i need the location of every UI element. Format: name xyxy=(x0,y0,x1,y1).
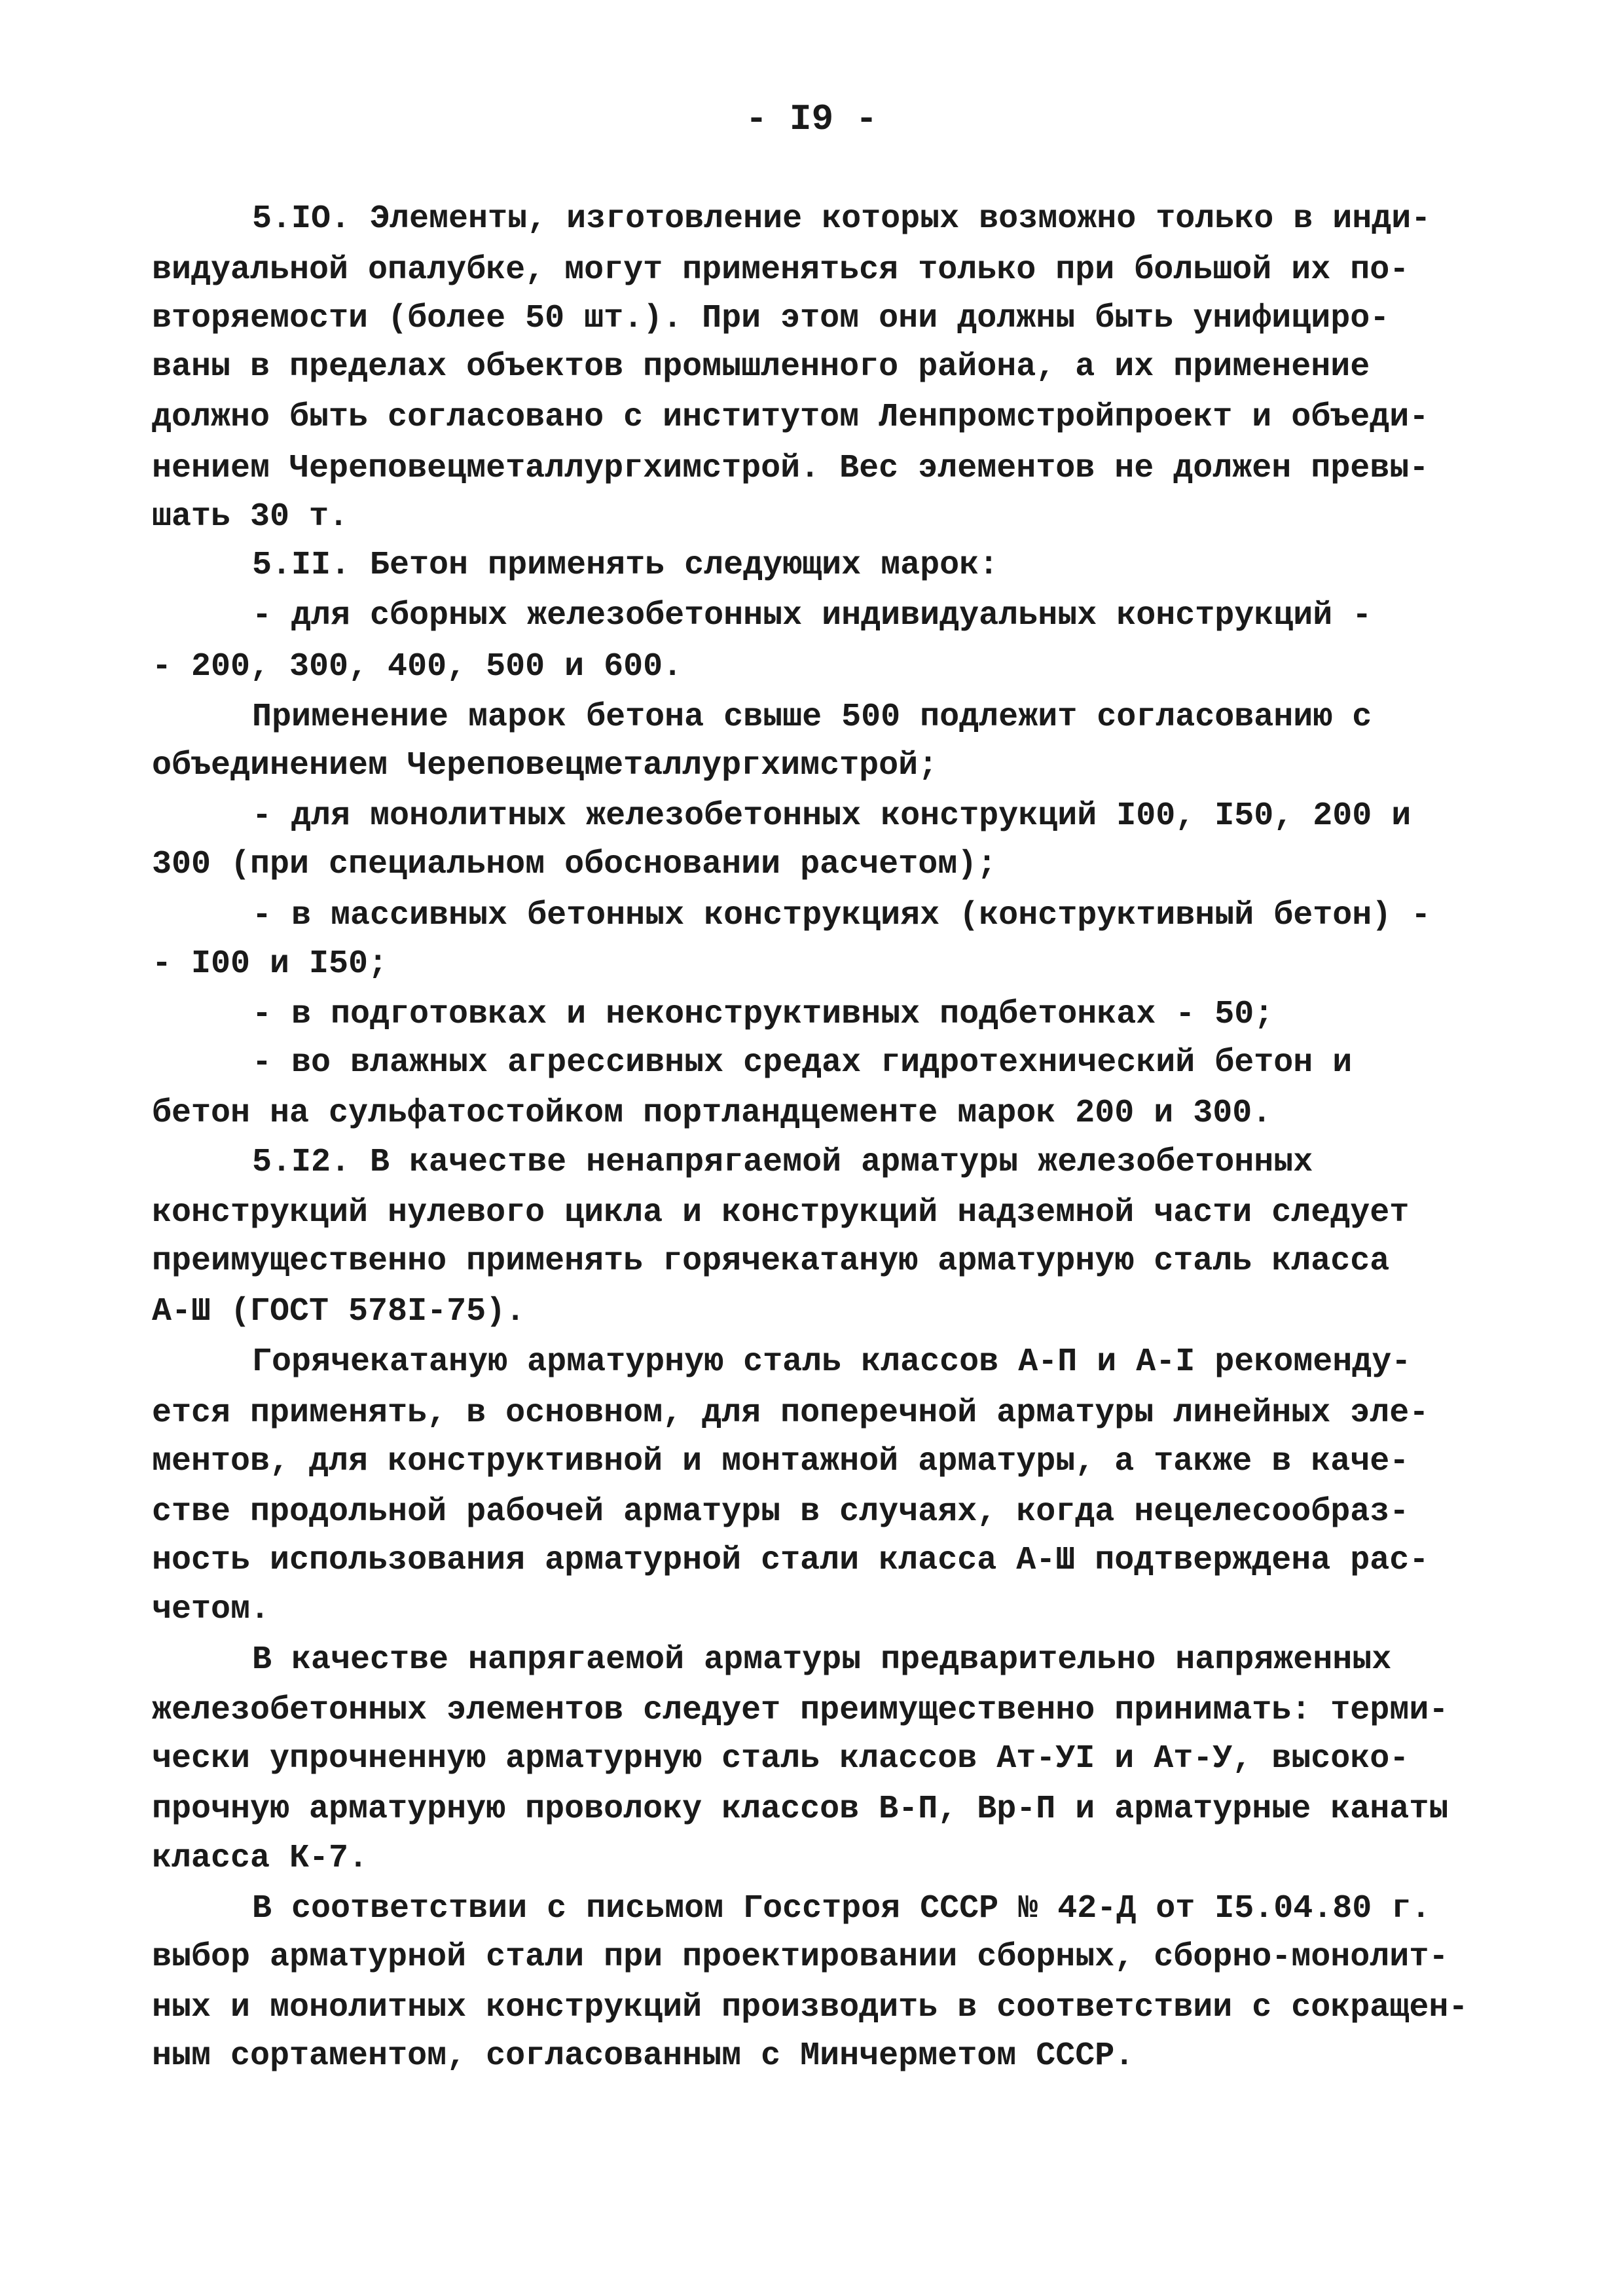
text-line: Горячекатаную арматурную сталь классов А-П и А-I рекоменду- xyxy=(252,1343,1412,1381)
text-line: - в подготовках и неконструктивных подбетонках - 50; xyxy=(252,996,1274,1033)
text-line: конструкций нулевого цикла и конструкций надземной части следует xyxy=(152,1194,1410,1231)
text-line: - 200, 300, 400, 500 и 600. xyxy=(152,648,683,685)
text-line: Применение марок бетона свыше 500 подлежит согласованию с xyxy=(252,699,1372,736)
text-line: объединением Череповецметаллургхимстрой; xyxy=(152,747,938,784)
text-line: - во влажных агрессивных средах гидротехнический бетон и xyxy=(252,1044,1353,1082)
text-line: прочную арматурную проволоку классов В-П, Вр-П и арматурные канаты xyxy=(152,1791,1449,1828)
text-line: 300 (при специальном обосновании расчетом); xyxy=(152,846,997,883)
text-line: нением Череповецметаллургхимстрой. Вес элементов не должен превы- xyxy=(152,450,1429,487)
text-line: преимущественно применять горячекатаную арматурную сталь класса xyxy=(152,1243,1390,1280)
text-line: ных и монолитных конструкций производить в соответствии с сокращен- xyxy=(152,1989,1468,2026)
text-line: чески упрочненную арматурную сталь классов Ат-УI и Ат-У, высоко- xyxy=(152,1740,1410,1777)
text-line: выбор арматурной стали при проектировании сборных, сборно-монолит- xyxy=(152,1939,1449,1976)
text-line: четом. xyxy=(152,1591,270,1628)
text-line: ваны в пределах объектов промышленного района, а их применение xyxy=(152,348,1370,386)
text-line: видуальной опалубке, могут применяться только при большой их по- xyxy=(152,251,1410,289)
text-line: железобетонных элементов следует преимущественно принимать: терми- xyxy=(152,1692,1449,1729)
text-line: В соответствии с письмом Госстроя СССР № 42-Д от I5.04.80 г. xyxy=(252,1890,1431,1927)
text-line: 5.IO. Элементы, изготовление которых возможно только в инди- xyxy=(252,200,1431,238)
text-line: - в массивных бетонных конструкциях (конструктивный бетон) - xyxy=(252,897,1431,934)
text-line: ментов, для конструктивной и монтажной арматуры, а также в каче- xyxy=(152,1443,1410,1480)
text-line: бетон на сульфатостойком портландцементе марок 200 и 300. xyxy=(152,1095,1272,1132)
text-line: А-Ш (ГОСТ 578I-75). xyxy=(152,1293,526,1330)
text-line: класса К-7. xyxy=(152,1840,369,1877)
text-line: 5.II. Бетон применять следующих марок: xyxy=(252,547,999,584)
text-line: В качестве напрягаемой арматуры предварительно напряженных xyxy=(252,1641,1392,1679)
text-line: вторяемости (более 50 шт.). При этом они должны быть унифициро- xyxy=(152,300,1390,337)
text-line: должно быть согласовано с институтом Ленпромстройпроект и объеди- xyxy=(152,399,1429,436)
text-line: - для сборных железобетонных индивидуальных конструкций - xyxy=(252,597,1372,634)
text-line: - I00 и I50; xyxy=(152,945,388,983)
text-line: 5.I2. В качестве ненапрягаемой арматуры железобетонных xyxy=(252,1144,1313,1181)
page-number: - I9 - xyxy=(745,98,878,140)
text-line: шать 30 т. xyxy=(152,498,349,536)
text-line: ется применять, в основном, для поперечной арматуры линейных эле- xyxy=(152,1394,1429,1432)
text-line: стве продольной рабочей арматуры в случаях, когда нецелесообраз- xyxy=(152,1493,1410,1531)
text-line: ность использования арматурной стали класса А-Ш подтверждена рас- xyxy=(152,1542,1429,1579)
text-line: - для монолитных железобетонных конструкций I00, I50, 200 и xyxy=(252,797,1412,835)
text-line: ным сортаментом, согласованным с Минчерметом СССР. xyxy=(152,2037,1135,2075)
